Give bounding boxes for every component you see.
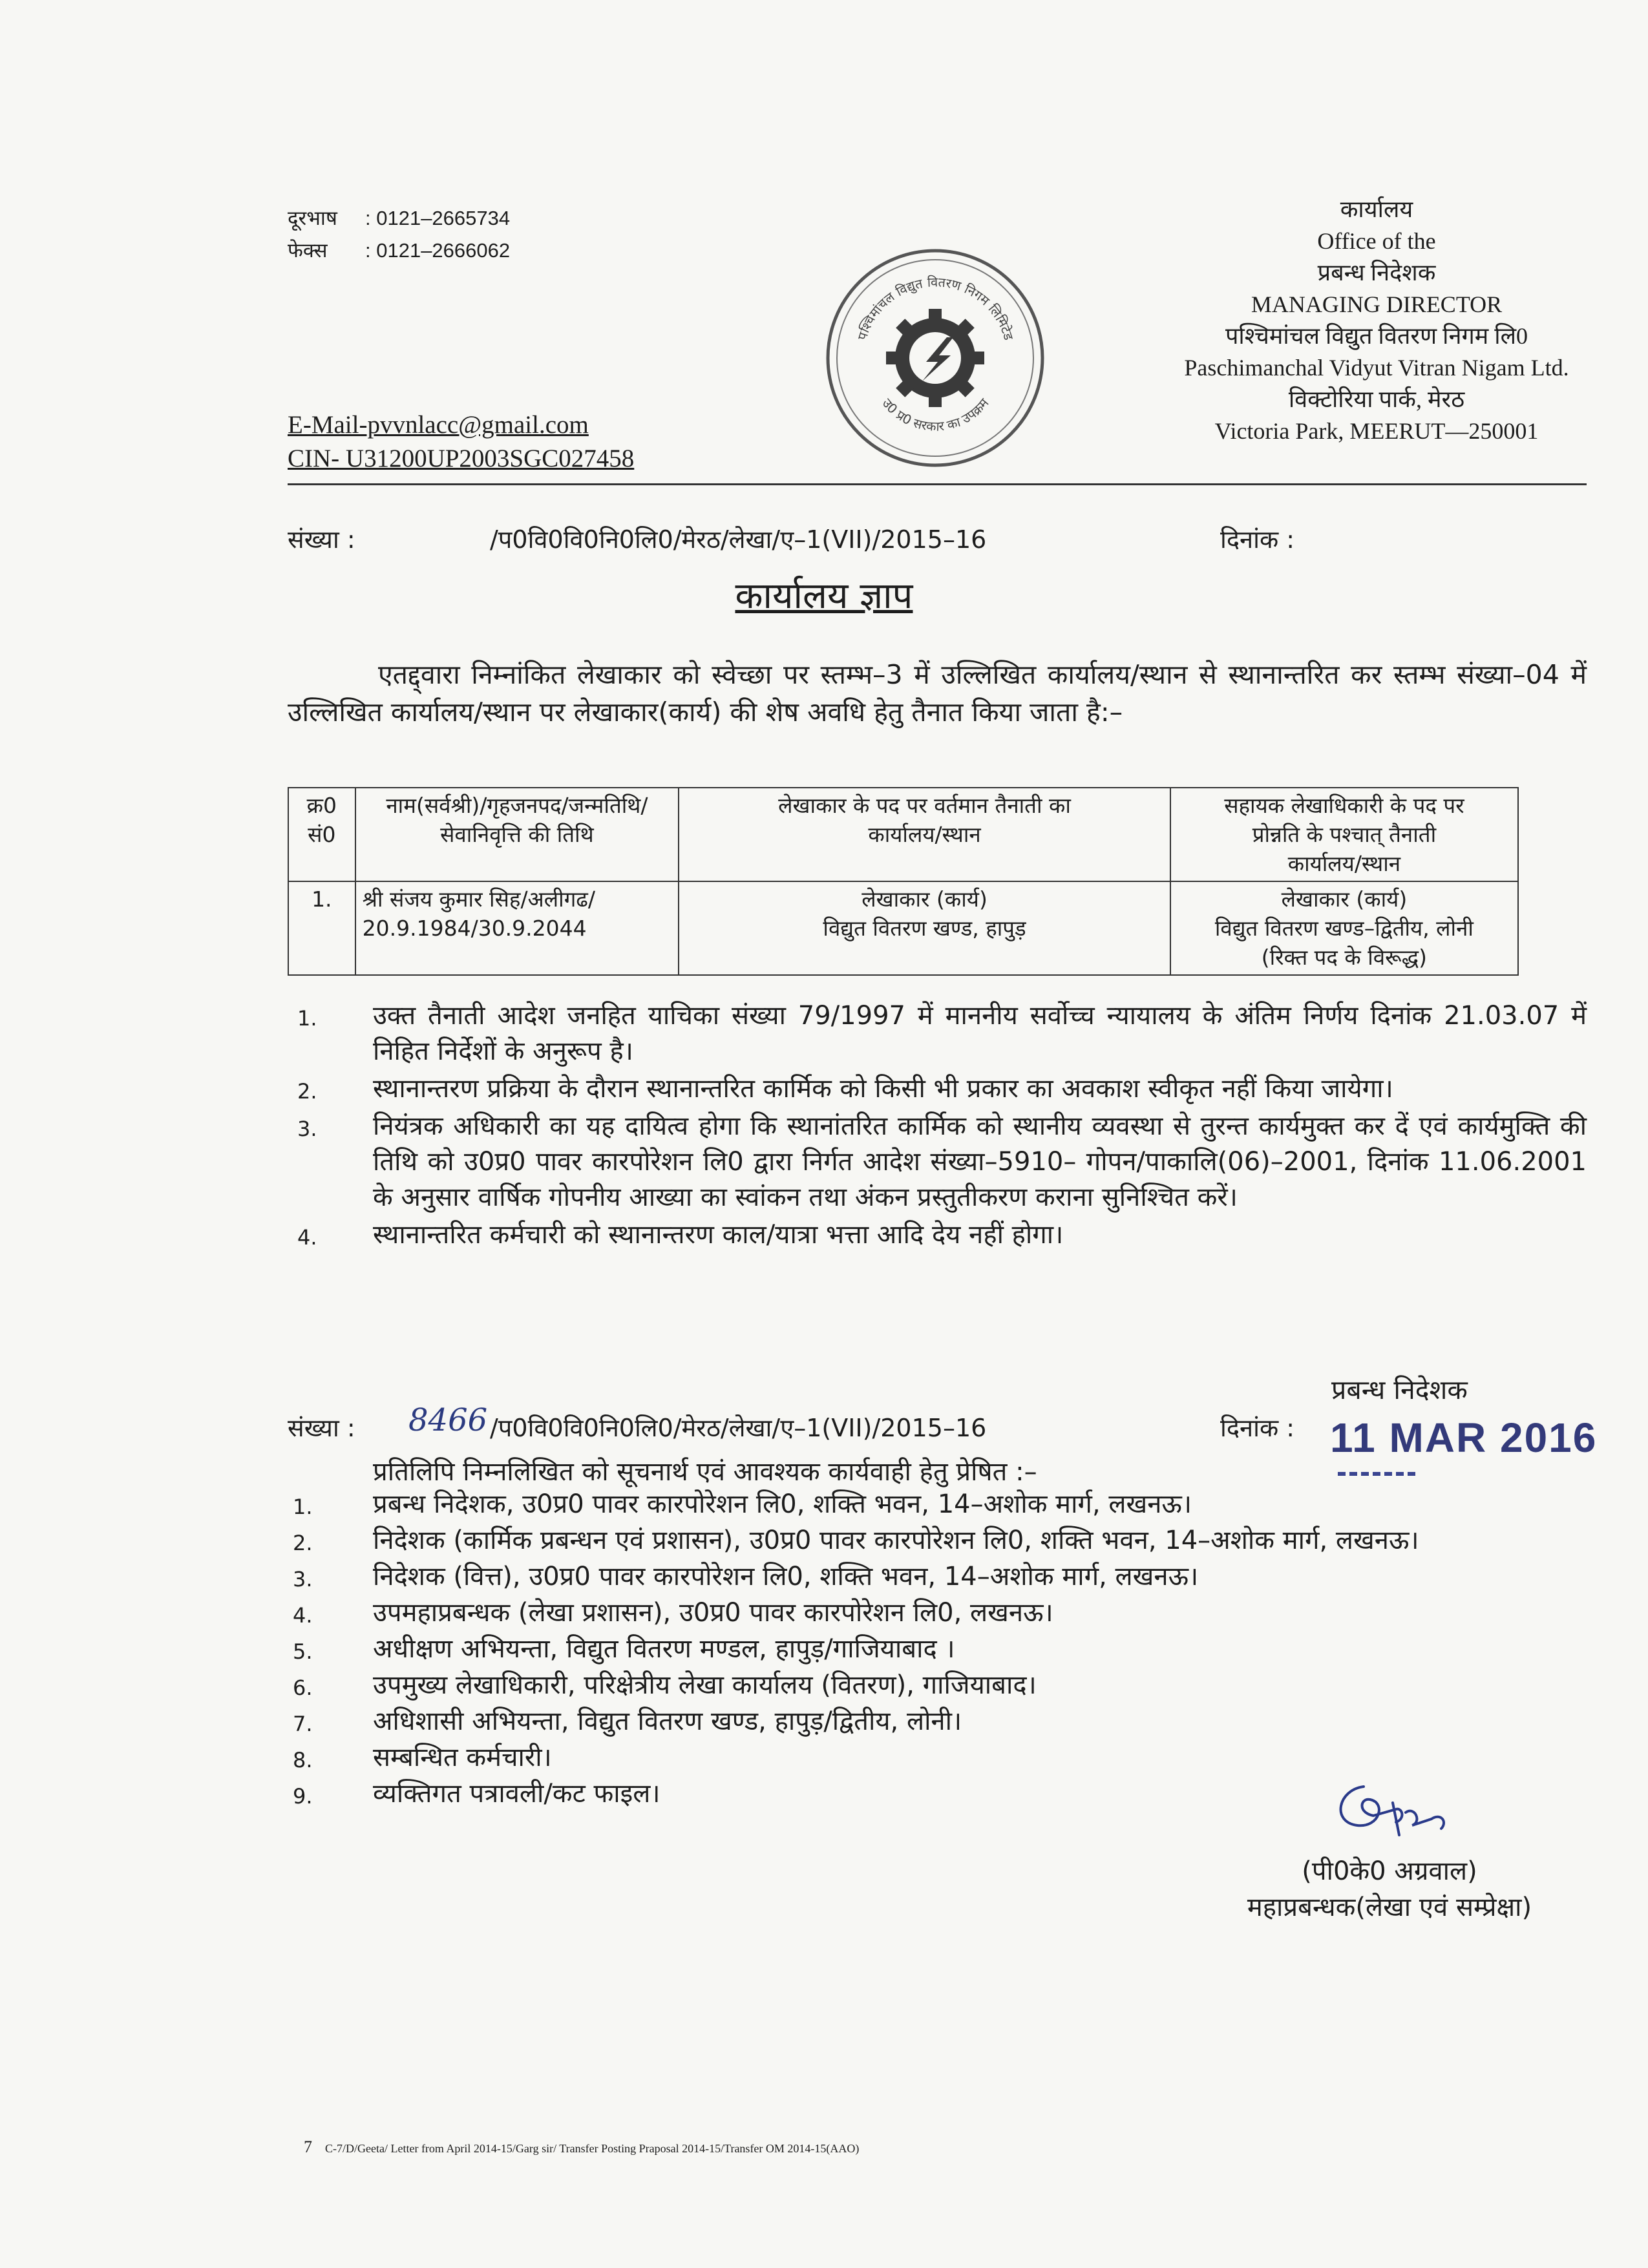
ref2-label: संख्या : xyxy=(288,1414,355,1442)
email-address: E-Mail-pvvnlacc@gmail.com xyxy=(288,411,589,439)
company-seal xyxy=(824,247,1047,470)
list-item: 2. स्थानान्तरण प्रक्रिया के दौरान स्थानान्तरित कार्मिक को किसी भी प्रकार का अवकाश स्वीकृत नहीं किया जायेगा। xyxy=(297,1074,1393,1104)
page-number: 7 xyxy=(304,2137,312,2156)
office-line: विक्टोरिया पार्क, मेरठ xyxy=(1288,386,1465,412)
header-name: नाम(सर्वश्री)/गृहजनपद/जन्मतिथि/ सेवानिवृत्ति की तिथि xyxy=(355,788,679,881)
signatory-name: (पी0के0 अग्रवाल) xyxy=(1302,1856,1477,1886)
seal-bottom-text: उ0 प्र0 सरकार का उपक्रम xyxy=(879,395,992,434)
ref-label: संख्या : xyxy=(288,525,355,554)
list-item: 9. व्यक्तिगत पत्रावली/कट फाइल। xyxy=(293,1779,660,1809)
ref2-handwritten-number: 8466 xyxy=(408,1402,488,1438)
header-new-posting: सहायक लेखाधिकारी के पद पर प्रोन्नति के पश्चात् तैनाती कार्यालय/स्थान xyxy=(1170,788,1518,881)
office-line: प्रबन्ध निदेशक xyxy=(1317,260,1436,286)
office-line: Office of the xyxy=(1317,228,1436,254)
table-row xyxy=(288,881,1518,975)
cc-list xyxy=(288,1486,1587,1812)
ref2-number: /प0वि0वि0नि0लि0/मेरठ/लेखा/ए–1(VII)/2015–16 xyxy=(490,1414,987,1442)
seal-top-text: पश्चिमांचल विद्युत वितरण निगम लिमिटेड xyxy=(854,274,1017,342)
cell-serial: 1. xyxy=(288,881,355,975)
list-item: 4. स्थानान्तरित कर्मचारी को स्थानान्तरण काल/यात्रा भत्ता आदि देय नहीं होगा। xyxy=(297,1220,1064,1250)
fax-row xyxy=(288,235,510,267)
intro-paragraph: एतद्द्वारा निम्नांकित लेखाकार को स्वेच्छा पर स्तम्भ–3 में उल्लिखित कार्यालय/स्थान से स्थानान्तरित कर स्तम्भ संख्या–04 में उल्लिखित कार्यालय/स्थान पर लेखाकार(कार्य) की शेष अवधि हेतु तैनात किया जाता है:– xyxy=(288,659,1587,728)
office-line: Paschimanchal Vidyut Vitran Nigam Ltd. xyxy=(1184,355,1569,381)
cell-current-posting: लेखाकार (कार्य) विद्युत वितरण खण्ड, हापुड़ xyxy=(679,881,1170,975)
md-label: प्रबन्ध निदेशक xyxy=(1331,1374,1468,1405)
signatory-designation: महाप्रबन्धक(लेखा एवं सम्प्रेक्षा) xyxy=(1247,1893,1532,1922)
list-item: 6. उपमुख्य लेखाधिकारी, परिक्षेत्रीय लेखा कार्यालय (वितरण), गाजियाबाद। xyxy=(293,1670,1037,1700)
office-line: MANAGING DIRECTOR xyxy=(1251,291,1503,317)
office-line: Victoria Park, MEERUT—250001 xyxy=(1214,418,1539,444)
phone-row xyxy=(288,202,510,235)
phone-number: : 0121–2665734 xyxy=(365,207,511,229)
list-item: 2. निदेशक (कार्मिक प्रबन्धन एवं प्रशासन), उ0प्र0 पावर कारपोरेशन लि0, शक्ति भवन, 14–अशोक मार्ग, लखनऊ। xyxy=(293,1526,1419,1555)
email-cin-block xyxy=(288,408,634,476)
cell-name: श्री संजय कुमार सिह/अलीगढ/ 20.9.1984/30.9.2044 xyxy=(355,881,679,975)
office-address-block xyxy=(1112,194,1642,447)
list-item: 8. सम्बन्धित कर्मचारी। xyxy=(293,1743,552,1772)
page-title: कार्यालय ज्ञाप xyxy=(735,575,913,617)
phone-label: दूरभाष xyxy=(288,207,337,229)
fax-label: फेक्स xyxy=(288,239,328,262)
list-item: 5. अधीक्षण अभियन्ता, विद्युत वितरण मण्डल, हापुड़/गाजियाबाद । xyxy=(293,1634,955,1664)
contact-block xyxy=(288,202,510,267)
fax-number: : 0121–2666062 xyxy=(365,239,511,262)
list-item: 3. नियंत्रक अधिकारी का यह दायित्व होगा कि स्थानांतरित कार्मिक को स्थानीय व्यवस्था से तुरन्त कार्यमुक्त कर दें एवं कार्यमुक्ति की तिथि को उ0प्र0 पावर कारपोरेशन लि0 द्वारा निर्गत आदेश संख्या–5910– गोपन/पाकालि(06)–2001, दिनांक 11.06.2001 के अनुसार वार्षिक गोपनीय आख्या का स्वांकन तथा अंकन प्रस्तुतीकरण कराना सुनिश्चित करें। xyxy=(297,1111,1587,1212)
table-header-row xyxy=(288,788,1518,881)
header-divider xyxy=(288,483,1587,485)
cc-intro: प्रतिलिपि निम्नलिखित को सूचनार्थ एवं आवश्यक कार्यवाही हेतु प्रेषित :– xyxy=(373,1457,1037,1487)
handwritten-signature xyxy=(1318,1774,1467,1864)
ref-date-label: दिनांक : xyxy=(1220,525,1295,554)
footer xyxy=(304,2137,859,2157)
stamp-dashes xyxy=(1338,1472,1415,1480)
header-serial: क्र0 सं0 xyxy=(288,788,355,881)
list-item: 1. उक्त तैनाती आदेश जनहित याचिका संख्या 79/1997 में माननीय सर्वोच्च न्यायालय के अंतिम निर्णय दिनांक 21.03.07 में निहित निर्देशों के अनुरूप है। xyxy=(297,1001,1587,1066)
cin-number: CIN- U31200UP2003SGC027458 xyxy=(288,445,635,472)
header-current-posting: लेखाकार के पद पर वर्तमान तैनाती का कार्यालय/स्थान xyxy=(679,788,1170,881)
ref2-date-label: दिनांक : xyxy=(1220,1414,1295,1442)
cell-new-posting: लेखाकार (कार्य) विद्युत वितरण खण्ड–द्वितीय, लोनी (रिक्त पद के विरूद्ध) xyxy=(1170,881,1518,975)
office-line: कार्यालय xyxy=(1340,196,1413,222)
list-item: 1. प्रबन्ध निदेशक, उ0प्र0 पावर कारपोरेशन लि0, शक्ति भवन, 14–अशोक मार्ग, लखनऊ। xyxy=(293,1489,1192,1519)
transfer-table xyxy=(288,787,1519,976)
ref-number: /प0वि0वि0नि0लि0/मेरठ/लेखा/ए–1(VII)/2015–16 xyxy=(490,525,987,554)
signatory-block xyxy=(1163,1853,1616,1926)
conditions-list xyxy=(288,998,1587,1255)
file-path: C-7/D/Geeta/ Letter from April 2014-15/Garg sir/ Transfer Posting Praposal 2014-15/Transfer OM 2014-15(AAO) xyxy=(325,2142,860,2155)
date-stamp: 11 MAR 2016 xyxy=(1330,1414,1598,1461)
list-item: 3. निदेशक (वित्त), उ0प्र0 पावर कारपोरेशन लि0, शक्ति भवन, 14–अशोक मार्ग, लखनऊ। xyxy=(293,1562,1199,1591)
list-item: 7. अधिशासी अभियन्ता, विद्युत वितरण खण्ड, हापुड़/द्वितीय, लोनी। xyxy=(293,1706,962,1736)
list-item: 4. उपमहाप्रबन्धक (लेखा प्रशासन), उ0प्र0 पावर कारपोरेशन लि0, लखनऊ। xyxy=(293,1598,1053,1628)
office-line: पश्चिमांचल विद्युत वितरण निगम लि0 xyxy=(1225,323,1528,349)
